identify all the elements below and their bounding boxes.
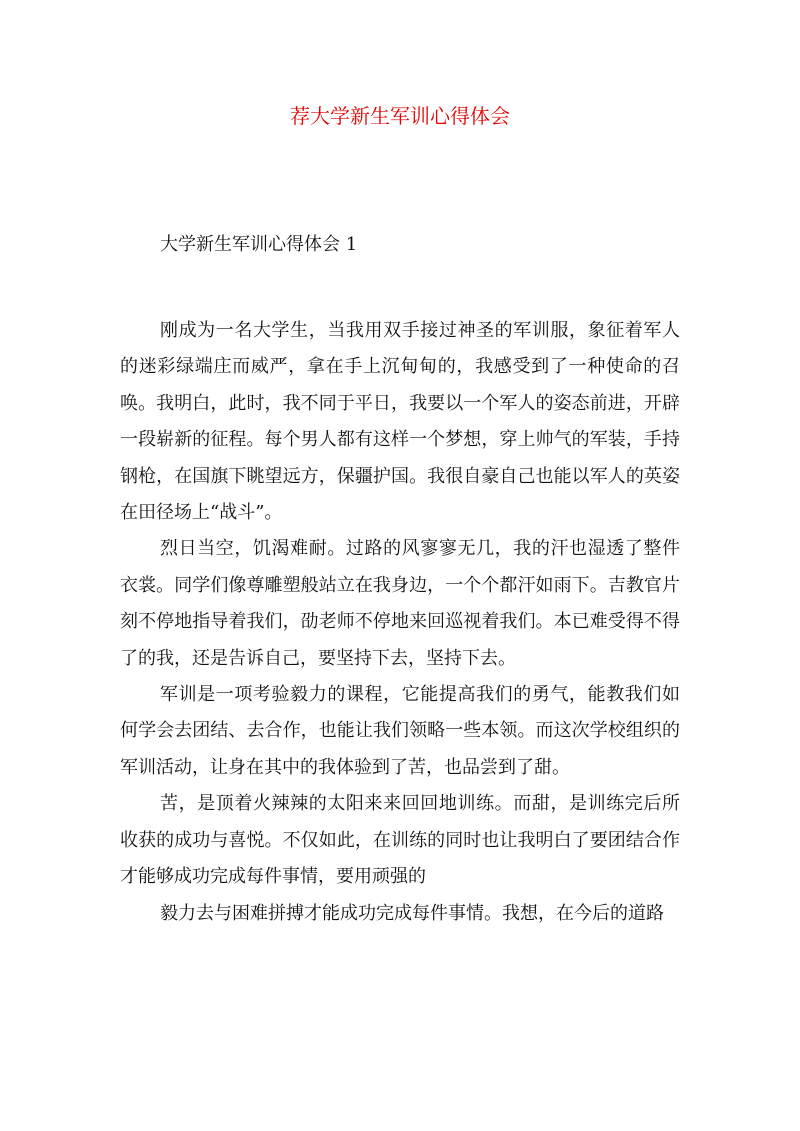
section-heading: 大学新生军训心得体会 1 <box>160 234 358 255</box>
paragraph: 苦，是顶着火辣辣的太阳来来回回地训练。而甜，是训练完后所收获的成功与喜悦。不仅如此，在训练的同时也让我明白了要团结合作才能够成功完成每件事情，要用顽强的 <box>120 793 680 888</box>
paragraph: 军训是一项考验毅力的课程，它能提高我们的勇气，能教我们如何学会去团结、去合作，也能让我们领略一些本领。而这次学校组织的军训活动，让身在其中的我体验到了苦，也品尝到了甜。 <box>120 684 680 778</box>
paragraph: 毅力去与困难拼搏才能成功完成每件事情。我想，在今后的道路 <box>160 902 664 924</box>
paragraph: 刚成为一名大学生，当我用双手接过神圣的军训服，象征着军人的迷彩绿端庄而威严，拿在手上沉甸甸的，我感受到了一种使命的召唤。我明白，此时，我不同于平日，我要以一个军人的姿态前进，开辟一段崭新的征程。每个男人都有这样一个梦想，穿上帅气的军装，手持钢枪，在国旗下眺望远方，保疆护国。我很自豪自己也能以军人的英姿在田径场上“战斗”。 <box>120 320 680 524</box>
document-title: 荐大学新生军训心得体会 <box>290 104 510 128</box>
paragraph: 烈日当空，饥渴难耐。过路的风寥寥无几，我的汗也湿透了整件衣裳。同学们像尊雕塑般站立在我身边，一个个都汗如雨下。吉教官片刻不停地指导着我们，劭老师不停地来回巡视着我们。本已难受得不得了的我，还是告诉自己，要坚持下去，坚持下去。 <box>120 538 680 669</box>
body-text <box>120 313 680 932</box>
